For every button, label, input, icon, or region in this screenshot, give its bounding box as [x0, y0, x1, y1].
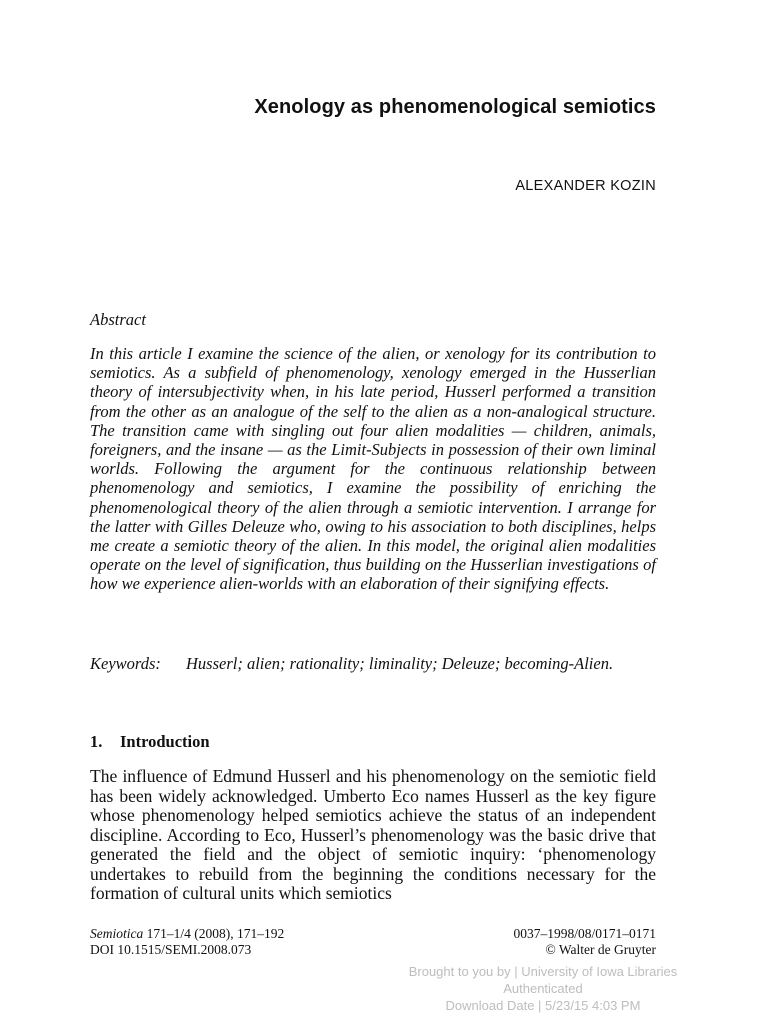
watermark-line-2: Authenticated — [503, 981, 583, 996]
copyright: © Walter de Gruyter — [545, 942, 656, 957]
section-number: 1. — [90, 732, 103, 751]
abstract-body: In this article I examine the science of the alien, or xenology for its contribution to semiotics. As a subfield of phenomenology, xenology emerged in the Husserlian theory of intersubjectivity when, in his late period, Husserl performed a transition from the other as an analogue of the self to the alien as a non-analogical structure. The transition came with singling out four alien modalities — children, animals, foreigners, and the insane — as the Limit-Subjects in possession of their own liminal worlds. Following the argument for the continuous relationship between phenomenology and semiotics, I examine the possibility of enriching the phenomenological theory of the alien through a semiotic intervention. I arrange for the latter with Gilles Deleuze who, owing to his association to both disciplines, helps me create a semiotic theory of the alien. In this model, the original alien modalities operate on the level of signification, thus building on the Husserlian investigations of how we experience alien-worlds with an elaboration of their signifying effects. — [90, 344, 656, 594]
issn-code: 0037–1998/08/0171–0171 — [513, 926, 656, 941]
download-watermark — [390, 963, 696, 1014]
footer-publisher — [513, 926, 656, 958]
journal-citation: 171–1/4 (2008), 171–192 — [146, 926, 285, 941]
introduction-body: The influence of Edmund Husserl and his phenomenology on the semiotic field has been widely acknowledged. Umberto Eco names Husserl as the key figure whose phenomenology helped semiotics achieve the status of an independent discipline. According to Eco, Husserl’s phenomenology was the basic drive that generated the field and the object of semiotic inquiry: ‘phenomenology undertakes to rebuild from the beginning the conditions necessary for the formation of cultural units which semiotics — [90, 766, 656, 903]
keywords-list: Husserl; alien; rationality; liminality; Deleuze; becoming-Alien. — [186, 654, 614, 673]
keywords-block — [90, 654, 656, 674]
footer-citation — [90, 926, 284, 958]
author-name: ALEXANDER KOZIN — [515, 178, 656, 194]
journal-name: Semiotica — [90, 926, 144, 941]
doi: DOI 10.1515/SEMI.2008.073 — [90, 942, 252, 957]
article-title: Xenology as phenomenological semiotics — [254, 96, 656, 118]
watermark-line-1: Brought to you by | University of Iowa Libraries — [408, 964, 678, 979]
watermark-line-3: Download Date | 5/23/15 4:03 PM — [445, 998, 641, 1013]
section-title: Introduction — [120, 732, 210, 751]
section-heading — [90, 732, 210, 752]
abstract-heading: Abstract — [90, 310, 146, 329]
keywords-label: Keywords: — [90, 654, 161, 673]
